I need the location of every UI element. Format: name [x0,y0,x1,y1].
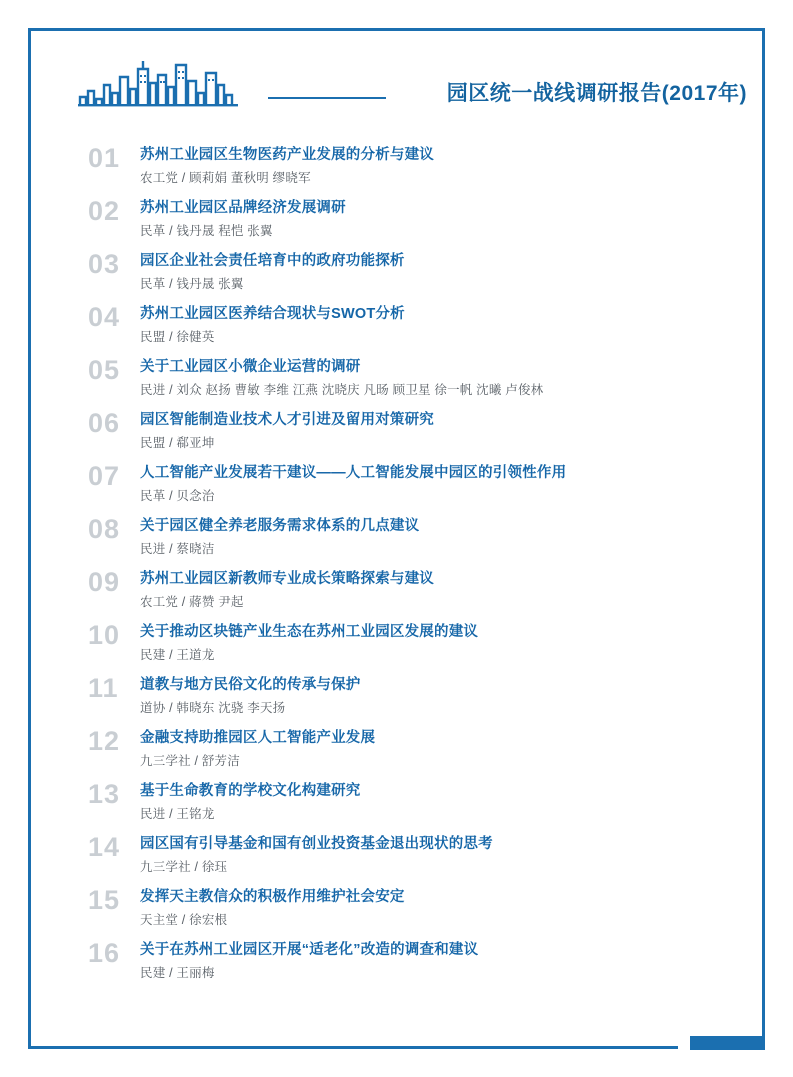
item-number: 13 [88,779,121,809]
item-title[interactable]: 金融支持助推园区人工智能产业发展 [140,730,376,746]
item-title[interactable]: 苏州工业园区新教师专业成长策略探索与建议 [140,571,434,587]
item-title[interactable]: 关于在苏州工业园区开展“适老化”改造的调查和建议 [140,942,479,958]
page-border-top [28,28,765,31]
item-number: 03 [88,249,121,279]
item-number: 10 [88,620,121,650]
table-of-contents [88,145,728,993]
list-item[interactable] [88,251,728,304]
item-authors: 民盟 / 徐健英 [140,330,215,344]
list-item[interactable] [88,622,728,675]
header-divider-line [268,97,386,99]
item-authors: 农工党 / 蔣赞 尹起 [140,595,244,609]
list-item[interactable] [88,145,728,198]
item-authors: 农工党 / 顾莉娟 董秋明 缪晓军 [140,171,311,185]
page-border-bottom [28,1046,678,1049]
item-authors: 民建 / 王丽梅 [140,966,215,980]
item-authors: 民革 / 钱丹晟 张翼 [140,277,244,291]
list-item[interactable] [88,781,728,834]
list-item[interactable] [88,940,728,993]
item-authors: 民建 / 王道龙 [140,648,215,662]
list-item[interactable] [88,887,728,940]
item-title[interactable]: 关于推动区块链产业生态在苏州工业园区发展的建议 [140,624,479,640]
list-item[interactable] [88,675,728,728]
page-border-right [762,28,765,1049]
list-item[interactable] [88,516,728,569]
page-footer-accent-block [690,1036,765,1050]
list-item[interactable] [88,304,728,357]
item-number: 15 [88,885,121,915]
page-border-left [28,28,31,1049]
city-skyline-icon [78,55,268,112]
list-item[interactable] [88,834,728,887]
item-authors: 民进 / 王铭龙 [140,807,215,821]
item-authors: 民进 / 蔡晓洁 [140,542,215,556]
list-item[interactable] [88,463,728,516]
list-item[interactable] [88,198,728,251]
item-number: 02 [88,196,121,226]
item-title[interactable]: 苏州工业园区医养结合现状与SWOT分析 [140,306,405,322]
item-number: 14 [88,832,121,862]
item-authors: 民革 / 贝念治 [140,489,215,503]
item-title[interactable]: 发挥天主教信众的积极作用维护社会安定 [140,889,405,905]
item-number: 01 [88,143,121,173]
list-item[interactable] [88,357,728,410]
item-title[interactable]: 园区智能制造业技术人才引进及留用对策研究 [140,412,434,428]
page-title: 园区统一战线调研报告(2017年) [446,82,747,105]
item-title[interactable]: 人工智能产业发展若干建议——人工智能发展中园区的引领性作用 [140,465,567,481]
item-number: 05 [88,355,121,385]
page-header [28,55,765,117]
item-title[interactable]: 园区企业社会责任培育中的政府功能探析 [140,253,405,269]
item-authors: 九三学社 / 舒芳洁 [140,754,240,768]
item-number: 16 [88,938,121,968]
item-number: 06 [88,408,121,438]
item-authors: 民进 / 刘众 赵扬 曹敏 李维 江燕 沈晓庆 凡旸 顾卫星 徐一帆 沈曦 卢俊林 [140,383,544,397]
item-authors: 民盟 / 郗亚坤 [140,436,215,450]
item-number: 04 [88,302,121,332]
item-title[interactable]: 道教与地方民俗文化的传承与保护 [140,677,361,693]
item-number: 07 [88,461,121,491]
item-authors: 道协 / 韩晓东 沈骁 李天扬 [140,701,286,715]
item-title[interactable]: 关于工业园区小微企业运营的调研 [140,359,361,375]
item-authors: 民革 / 钱丹晟 程恺 张翼 [140,224,273,238]
item-authors: 九三学社 / 徐珏 [140,860,228,874]
list-item[interactable] [88,410,728,463]
list-item[interactable] [88,728,728,781]
list-item[interactable] [88,569,728,622]
item-authors: 天主堂 / 徐宏根 [140,913,228,927]
item-number: 12 [88,726,121,756]
item-number: 11 [88,673,119,703]
item-number: 08 [88,514,121,544]
item-title[interactable]: 基于生命教育的学校文化构建研究 [140,783,361,799]
item-title[interactable]: 关于园区健全养老服务需求体系的几点建议 [140,518,420,534]
item-number: 09 [88,567,121,597]
item-title[interactable]: 苏州工业园区生物医药产业发展的分析与建议 [140,147,434,163]
item-title[interactable]: 园区国有引导基金和国有创业投资基金退出现状的思考 [140,836,493,852]
item-title[interactable]: 苏州工业园区品牌经济发展调研 [140,200,346,216]
